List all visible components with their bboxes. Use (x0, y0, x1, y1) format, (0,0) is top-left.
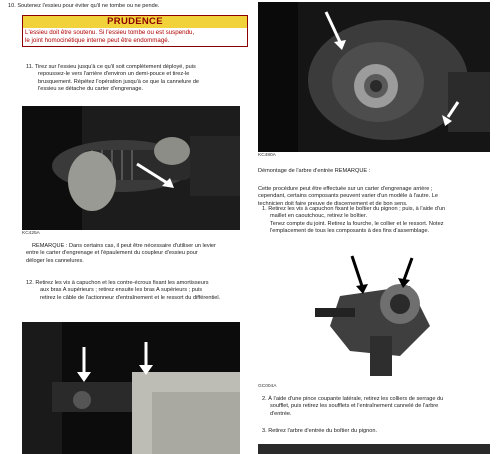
photo-axle-pull-image (22, 106, 240, 230)
note-line-2: cependant, certains composants peuvent varier d'un modèle à l'autre. Le (258, 193, 439, 200)
photo-caption-kc425a: KC425A (22, 231, 40, 236)
photo-shock-absorber (22, 322, 240, 454)
step-2 (262, 396, 443, 418)
step-1-line-3: Tenez compte du joint. Retirez la fourche, le collier et le ressort. Notez (270, 220, 444, 227)
photo-pinion-housing-image (300, 246, 450, 380)
step-2-line-3: d'entrée. (270, 410, 292, 417)
note-line-3: technicien doit faire preuve de discernement et de bon sens. (258, 200, 408, 207)
step-11-line-4: l'essieu se détache du carter d'engrenage. (38, 86, 144, 93)
photo-caption-gc004a: GC004A (258, 384, 277, 389)
photo-shock-absorber-image (22, 322, 240, 454)
step-12-line-2: aux bras A supérieurs ; retirez ensuite les bras A supérieurs ; puis (40, 287, 202, 294)
photo-gear-case (258, 2, 490, 152)
remarque-line-1: REMARQUE : Dans certains cas, il peut être nécessaire d'utiliser un levier (32, 243, 216, 249)
step-11-line-2: repoussez-le vers l'arrière d'environ un demi-pouce et tirez-le (38, 71, 190, 78)
photo-pinion-housing (300, 246, 450, 380)
step-11 (26, 64, 199, 94)
step-1-line-4: l'emplacement de tous les composants à des fins d'assemblage. (270, 228, 430, 235)
step-2-line-2: soufflet, puis retirez les soufflets et l'entraînement cannelé de l'arbre (270, 403, 439, 410)
step-12-line-1: 12. Retirez les vis à capuchon et les contre-écrous fixant les amortisseurs (26, 280, 209, 286)
step-12-line-3: retirez le câble de l'actionneur d'entraînement et le ressort du différentiel. (40, 294, 221, 301)
warning-line-2: le joint homocinétique interne peut être endommagé. (25, 37, 170, 44)
disassembly-heading: Démontage de l'arbre d'entrée REMARQUE : (258, 168, 371, 174)
step-1-line-2: maillet en caoutchouc, retirez le boîtier. (270, 213, 368, 220)
step-11-line-1: 11. Tirez sur l'essieu jusqu'à ce qu'il soit complètement déployé, puis (26, 64, 196, 70)
warning-line-1: L'essieu doit être soutenu. Si l'essieu tombe ou est suspendu, (25, 29, 195, 36)
step-11-line-3: brusquement. Répétez l'opération jusqu'à ce que la cannelure de (38, 78, 200, 85)
remarque-line-2: entre le carter d'engrenage et l'épaulement du coupleur d'essieu pour (26, 250, 198, 257)
warning-text (23, 28, 247, 46)
photo-caption-kc480a: KC480A (258, 153, 276, 158)
step-10: 10. Soutenez l'essieu pour éviter qu'il ne tombe ou ne pende. (8, 3, 160, 9)
warning-box (22, 15, 248, 47)
disassembly-note (258, 186, 438, 208)
photo-axle-pull (22, 106, 240, 230)
photo-bottom-edge (258, 444, 490, 454)
photo-gear-case-image (258, 2, 490, 152)
remarque-line-3: déloger les cannelures. (26, 257, 84, 264)
step-1 (262, 206, 445, 236)
warning-title: PRUDENCE (23, 16, 247, 28)
step-1-line-1: 1. Retirez les vis à capuchon fixant le boîtier du pignon ; puis, à l'aide d'un (262, 206, 446, 212)
step-2-line-1: 2. À l'aide d'une pince coupante latérale, retirez les colliers de serrage du (262, 396, 444, 402)
step-12 (26, 280, 220, 302)
step-3: 3. Retirez l'arbre d'entrée du boîtier du pignon. (262, 428, 378, 434)
remarque-left (26, 243, 216, 265)
note-line-1: Cette procédure peut être effectuée sur un carter d'engrenage arrière ; (258, 186, 433, 192)
